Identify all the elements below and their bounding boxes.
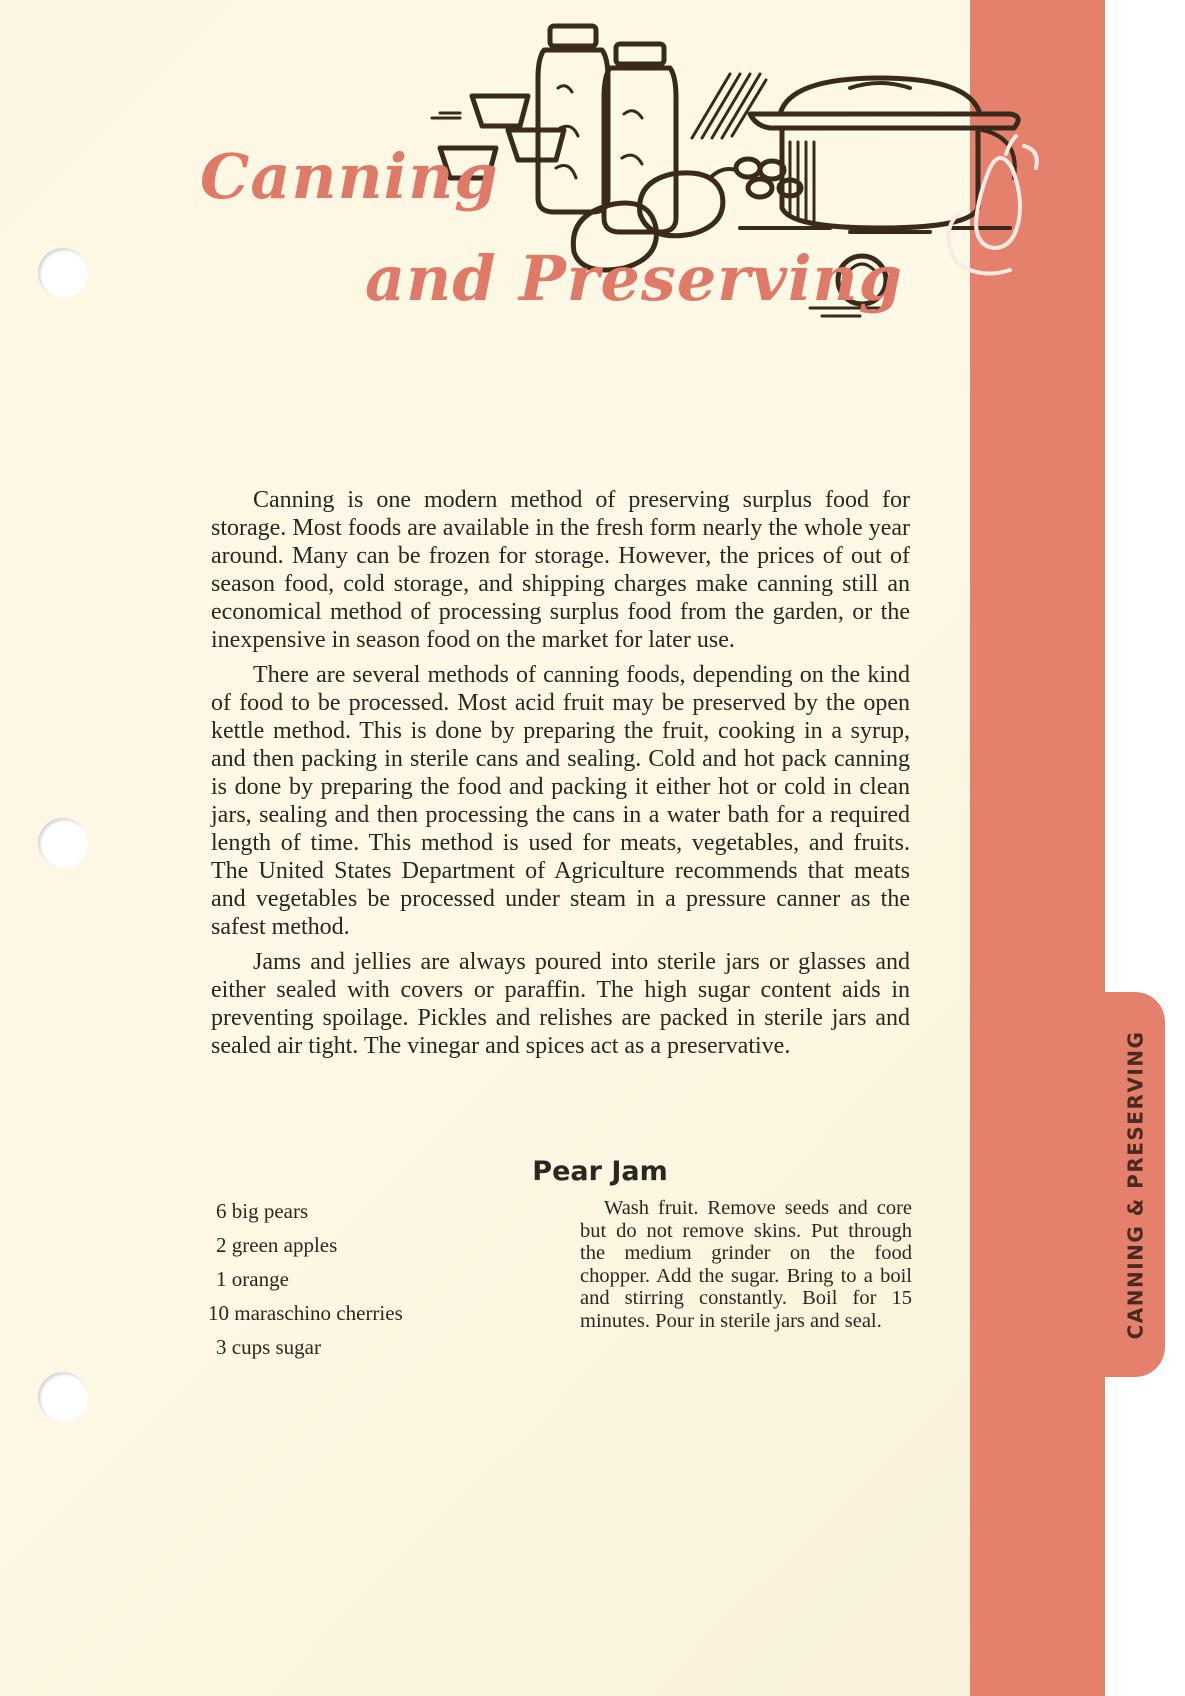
index-tab-label: CANNING & PRESERVING	[1123, 1030, 1148, 1339]
index-tab-label-wrapper	[1105, 992, 1165, 1377]
jar-lid-2	[616, 44, 664, 64]
ingredient-item: 10 maraschino cherries	[208, 1301, 403, 1325]
ingredient-item: 6 big pears	[216, 1199, 309, 1223]
page-title-line2: and Preserving	[365, 242, 903, 315]
intro-paragraph-1: Canning is one modern method of preserving surplus food for storage. Most foods are available in the fresh form nearly the whole year around. Many can be frozen for storage. However, the prices of out of season food, cold storage, and shipping charges make canning still an economical method of processing surplus food from the garden, or the inexpensive in season food on the market for later use.	[211, 487, 910, 654]
jar-lid-1	[550, 26, 596, 46]
ingredient-item: 3 cups sugar	[216, 1335, 321, 1359]
kettle-body	[782, 128, 978, 228]
page-title-line1: Canning	[200, 140, 499, 213]
intro-paragraph-3: Jams and jellies are always poured into sterile jars or glasses and either sealed with covers or paraffin. The high sugar content aids in preventing spoilage. Pickles and relishes are packed in sterile jars and sealed air tight. The vinegar and spices act as a preservative.	[211, 948, 910, 1059]
scan-margin	[1105, 0, 1185, 1696]
binder-hole-top	[38, 248, 88, 298]
recipe-directions: Wash fruit. Remove seeds and core but do not remove skins. Put through the medium grinder on the food chopper. Add the sugar. Bring to a boil and stirring constantly. Boil for 15 minutes. Pour in sterile jars and seal.	[580, 1197, 912, 1332]
ingredient-list	[208, 1194, 476, 1364]
recipe-title: Pear Jam	[532, 1156, 668, 1187]
pepper-1	[640, 173, 723, 236]
ingredient-item: 1 orange	[216, 1267, 289, 1291]
binder-hole-bottom	[38, 1372, 88, 1422]
pear-shape	[976, 158, 1020, 248]
intro-text	[211, 486, 910, 1066]
cup-shape-1	[472, 96, 528, 126]
intro-paragraph-2: There are several methods of canning foods, depending on the kind of food to be processed. Most acid fruit may be preserved by the open kettle method. This is done by preparing the fruit, cooking in a syrup, and then packing in sterile cans and sealing. Cold and hot pack canning is done by preparing the food and packing it either hot or cold in clean jars, sealing and then processing the cans in a water bath for a required length of time. This method is used for meats, vegetables, and fruits. The United States Department of Agriculture recommends that meats and vegetables be processed under steam in a pressure canner as the safest method.	[211, 661, 910, 941]
ingredient-item: 2 green apples	[216, 1233, 338, 1257]
binder-hole-middle	[38, 818, 88, 868]
